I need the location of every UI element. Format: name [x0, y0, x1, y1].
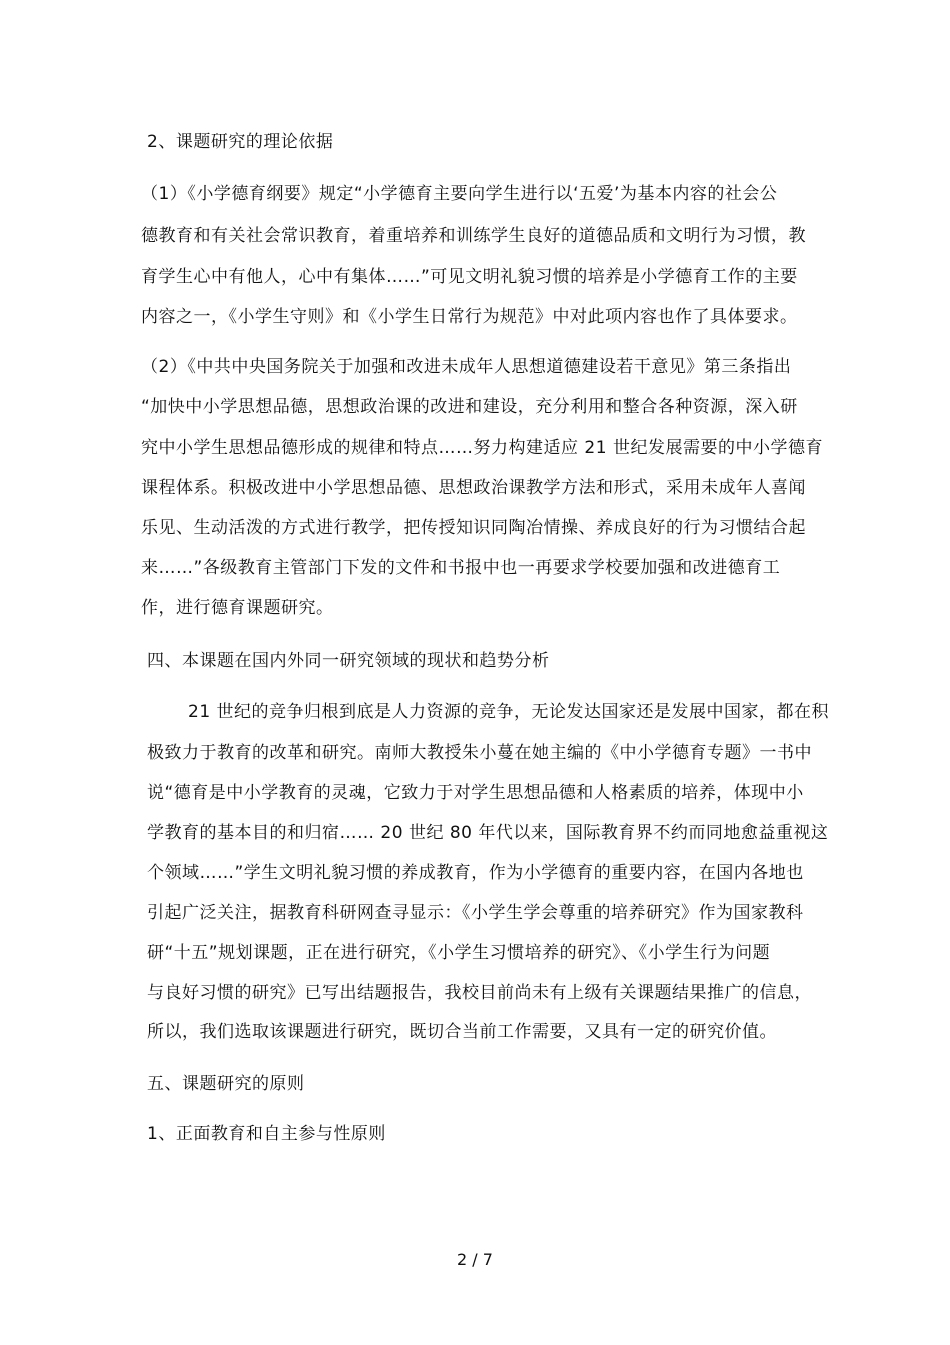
- paragraph-line: 研“十五”规划课题，正在进行研究，《小学生习惯培养的研究》、《小学生行为问题: [147, 943, 771, 963]
- paragraph-line: “加快中小学思想品德，思想政治课的改进和建设，充分利用和整合各种资源，深入研: [141, 397, 798, 417]
- paragraph-line: 乐见、生动活泼的方式进行教学，把传授知识同陶冶情操、养成良好的行为习惯结合起: [141, 518, 806, 538]
- paragraph-line: （2）《中共中央国务院关于加强和改进未成年人思想道德建设若干意见》第三条指出: [141, 357, 792, 377]
- paragraph-line: 个领域……”学生文明礼貌习惯的养成教育，作为小学德育的重要内容，在国内各地也: [147, 863, 804, 883]
- paragraph-line: 究中小学生思想品德形成的规律和特点……努力构建适应 21 世纪发展需要的中小学德育: [141, 438, 823, 458]
- paragraph-line: 极致力于教育的改革和研究。南师大教授朱小蔓在她主编的《中小学德育专题》一书中: [147, 743, 812, 763]
- paragraph-line: 引起广泛关注，据教育科研网查寻显示：《小学生学会尊重的培养研究》作为国家教科: [147, 903, 804, 923]
- paragraph-line: 来……”各级教育主管部门下发的文件和书报中也一再要求学校要加强和改进德育工: [141, 558, 781, 578]
- paragraph-line: 与良好习惯的研究》已写出结题报告，我校目前尚未有上级有关课题结果推广的信息，: [147, 983, 812, 1003]
- section-heading-theory: 2、课题研究的理论依据: [147, 132, 334, 152]
- page-number: 2 / 7: [457, 1250, 493, 1269]
- paragraph-line: 学教育的基本目的和归宿…… 20 世纪 80 年代以来，国际教育界不约而同地愈益重视这: [147, 823, 829, 843]
- paragraph-line: 育学生心中有他人，心中有集体……”可见文明礼貌习惯的培养是小学德育工作的主要: [141, 267, 798, 287]
- paragraph-line: 说“德育是中小学教育的灵魂，它致力于对学生思想品德和人格素质的培养，体现中小: [147, 783, 804, 803]
- section-heading-four: 四、本课题在国内外同一研究领域的现状和趋势分析: [147, 651, 550, 671]
- paragraph-line: 课程体系。积极改进中小学思想品德、思想政治课教学方法和形式，采用未成年人喜闻: [141, 478, 806, 498]
- sub-heading-principle-1: 1、正面教育和自主参与性原则: [147, 1124, 386, 1144]
- paragraph-line: 内容之一，《小学生守则》和《小学生日常行为规范》中对此项内容也作了具体要求。: [141, 307, 798, 327]
- paragraph-line: （1）《小学德育纲要》规定“小学德育主要向学生进行以‘五爱’为基本内容的社会公: [141, 184, 778, 204]
- paragraph-line: 作，进行德育课题研究。: [141, 598, 334, 618]
- paragraph-line: 德教育和有关社会常识教育，着重培养和训练学生良好的道德品质和文明行为习惯，教: [141, 226, 806, 246]
- paragraph-line: 所以，我们选取该课题进行研究，既切合当前工作需要，又具有一定的研究价值。: [147, 1022, 777, 1042]
- section-heading-five: 五、课题研究的原则: [147, 1074, 305, 1094]
- paragraph-line: 21 世纪的竞争归根到底是人力资源的竞争，无论发达国家还是发展中国家，都在积: [188, 702, 830, 722]
